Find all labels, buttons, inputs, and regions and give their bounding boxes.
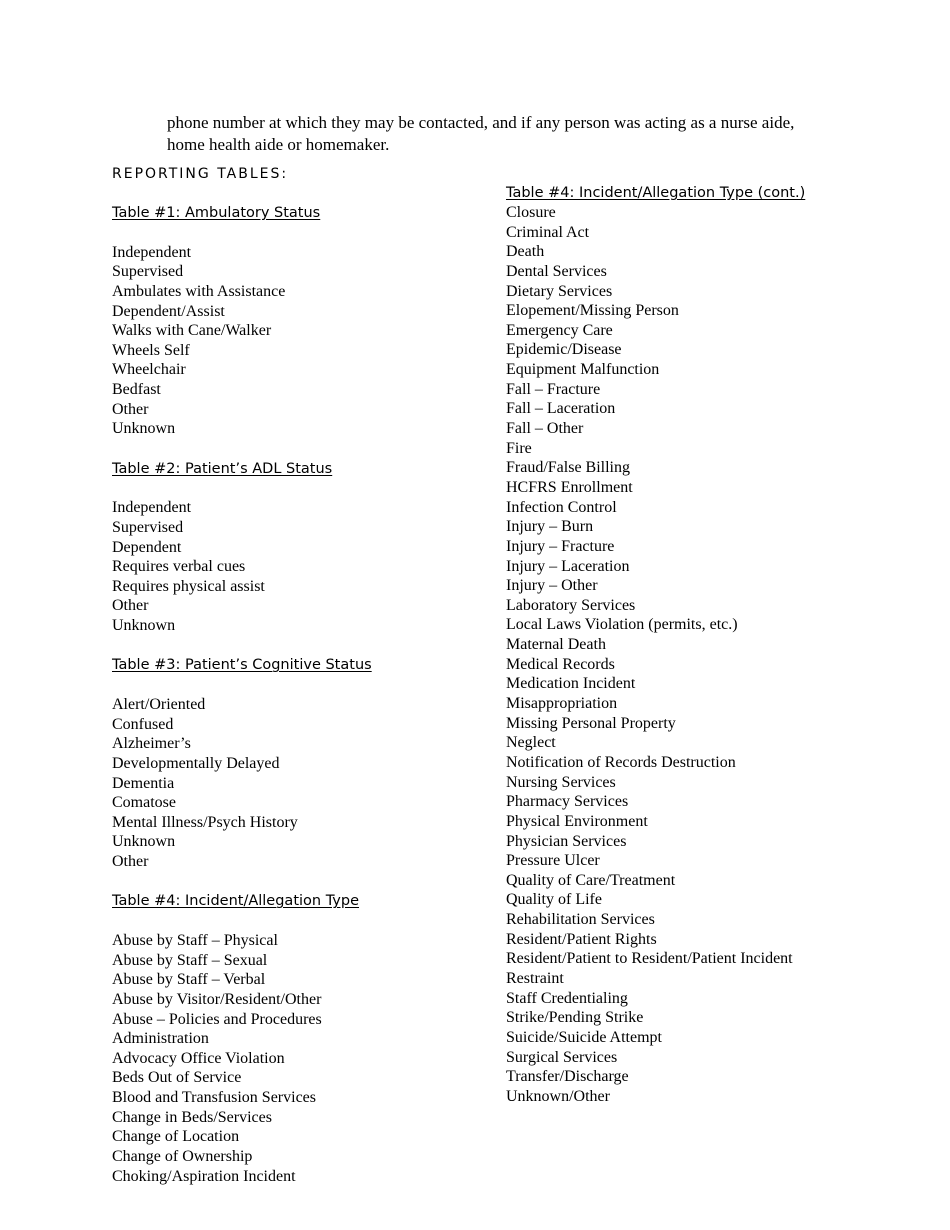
- list-item: Closure: [506, 204, 556, 221]
- list-item: Laboratory Services: [506, 596, 636, 614]
- list-item: Surgical Services: [506, 1048, 618, 1066]
- list-item: Strike/Pending Strike: [506, 1009, 644, 1027]
- left-column: [112, 203, 492, 1186]
- list-item: Medical Records: [506, 655, 615, 673]
- list-item: Blood and Transfusion Services: [112, 1089, 316, 1107]
- list-item: Quality of Care/Treatment: [506, 871, 676, 889]
- list-item: Maternal Death: [506, 636, 606, 654]
- list-item: Advocacy Office Violation: [112, 1049, 285, 1067]
- list-item: Change in Beds/Services: [112, 1108, 272, 1126]
- list-item: Missing Personal Property: [506, 714, 676, 732]
- table4-cont-list: [506, 203, 926, 1106]
- list-item: Change of Location: [112, 1128, 240, 1146]
- list-item: Requires verbal cues: [112, 558, 246, 576]
- list-item: Alert/Oriented: [112, 695, 206, 713]
- list-item: Suicide/Suicide Attempt: [506, 1028, 662, 1046]
- list-item: Abuse by Staff – Verbal: [112, 971, 266, 989]
- list-item: Dementia: [112, 774, 175, 792]
- list-item: Staff Credentialing: [506, 989, 628, 1007]
- list-item: Emergency Care: [506, 321, 613, 339]
- list-item: Wheelchair: [112, 361, 186, 379]
- list-item: Abuse by Staff – Sexual: [112, 951, 268, 969]
- list-item: Death: [506, 243, 545, 261]
- list-item: Fall – Fracture: [506, 380, 601, 398]
- list-item: Notification of Records Destruction: [506, 753, 736, 771]
- list-item: Physical Environment: [506, 812, 648, 830]
- list-item: Walks with Cane/Walker: [112, 322, 272, 340]
- table2-title: Table #2: Patient’s ADL Status: [112, 460, 333, 477]
- list-item: Other: [112, 597, 149, 615]
- list-item: Independent: [112, 499, 192, 517]
- list-item: Dietary Services: [506, 282, 613, 300]
- table4-list: [112, 931, 492, 1186]
- list-item: Confused: [112, 715, 174, 733]
- list-item: Injury – Laceration: [506, 557, 630, 575]
- table1-title: Table #1: Ambulatory Status: [112, 205, 321, 221]
- list-item: Change of Ownership: [112, 1148, 253, 1165]
- list-item: Abuse – Policies and Procedures: [112, 1010, 322, 1028]
- list-item: Developmentally Delayed: [112, 754, 280, 772]
- list-item: Unknown: [112, 833, 176, 851]
- right-column: [506, 183, 926, 1106]
- list-item: Infection Control: [506, 498, 617, 516]
- table1-list: [112, 243, 492, 439]
- list-item: Dependent/Assist: [112, 302, 225, 320]
- list-item: Supervised: [112, 518, 184, 536]
- table3-list: [112, 695, 492, 872]
- list-item: Dependent: [112, 538, 182, 556]
- list-item: Fire: [506, 439, 532, 457]
- list-item: Physician Services: [506, 832, 627, 850]
- list-item: Requires physical assist: [112, 577, 265, 595]
- list-item: Unknown/Other: [506, 1087, 610, 1105]
- list-item: Supervised: [112, 263, 184, 281]
- list-item: Resident/Patient Rights: [506, 930, 657, 948]
- list-item: Epidemic/Disease: [506, 341, 622, 359]
- list-item: Medication Incident: [506, 675, 636, 693]
- section-title: REPORTING TABLES:: [112, 166, 289, 182]
- list-item: Elopement/Missing Person: [506, 302, 679, 320]
- list-item: Equipment Malfunction: [506, 361, 660, 379]
- list-item: Fraud/False Billing: [506, 459, 630, 477]
- list-item: Comatose: [112, 794, 176, 812]
- list-item: Pressure Ulcer: [506, 852, 600, 870]
- list-item: Restraint: [506, 969, 564, 987]
- list-item: Abuse by Staff – Physical: [112, 931, 278, 949]
- list-item: Choking/Aspiration Incident: [112, 1167, 296, 1185]
- list-item: Misappropriation: [506, 695, 618, 713]
- list-item: Abuse by Visitor/Resident/Other: [112, 990, 322, 1008]
- list-item: Independent: [112, 243, 192, 261]
- list-item: Other: [112, 400, 149, 418]
- list-item: Unknown: [112, 420, 176, 438]
- list-item: Injury – Other: [506, 577, 598, 595]
- list-item: Pharmacy Services: [506, 793, 629, 811]
- list-item: Other: [112, 853, 149, 871]
- list-item: Fall – Other: [506, 420, 584, 438]
- intro-paragraph: phone number at which they may be contacted, and if any person was acting as a nurse aide, home health aide or homemaker.: [167, 113, 795, 154]
- list-item: Quality of Life: [506, 891, 602, 909]
- list-item: Ambulates with Assistance: [112, 282, 286, 300]
- list-item: Beds Out of Service: [112, 1069, 242, 1087]
- list-item: Nursing Services: [506, 773, 616, 791]
- list-item: Fall – Laceration: [506, 400, 616, 418]
- list-item: Alzheimer’s: [112, 735, 191, 753]
- list-item: Injury – Burn: [506, 518, 594, 536]
- list-item: Mental Illness/Psych History: [112, 813, 298, 831]
- list-item: HCFRS Enrollment: [506, 478, 633, 496]
- list-item: Resident/Patient to Resident/Patient Incident: [506, 950, 793, 968]
- list-item: Rehabilitation Services: [506, 911, 655, 929]
- list-item: Criminal Act: [506, 223, 590, 241]
- list-item: Local Laws Violation (permits, etc.): [506, 616, 738, 634]
- list-item: Injury – Fracture: [506, 537, 615, 555]
- list-item: Unknown: [112, 617, 176, 635]
- table4-cont-title: Table #4: Incident/Allegation Type (cont.): [506, 185, 806, 201]
- list-item: Wheels Self: [112, 341, 190, 359]
- list-item: Administration: [112, 1030, 209, 1048]
- table2-list: [112, 498, 492, 635]
- list-item: Dental Services: [506, 262, 607, 280]
- table3-title: Table #3: Patient’s Cognitive Status: [112, 657, 372, 674]
- list-item: Transfer/Discharge: [506, 1068, 629, 1086]
- list-item: Bedfast: [112, 381, 161, 399]
- table4-title: Table #4: Incident/Allegation Type: [112, 893, 360, 910]
- list-item: Neglect: [506, 734, 556, 752]
